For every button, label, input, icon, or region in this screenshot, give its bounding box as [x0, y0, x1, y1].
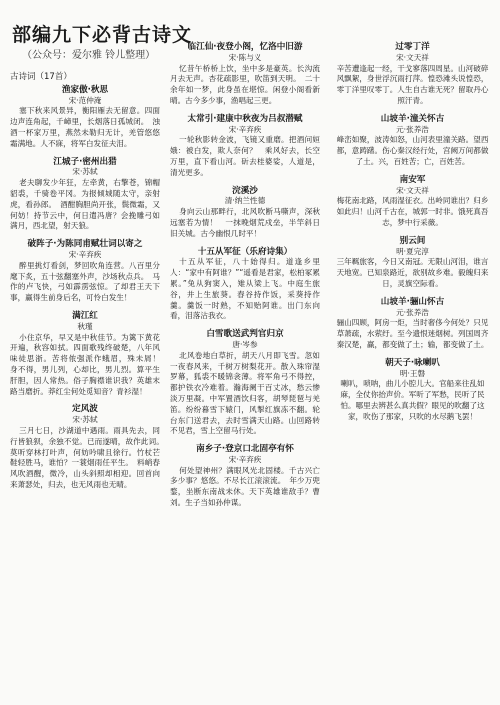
poem-author: 元·张养浩 — [396, 124, 429, 134]
poem-title: 破阵子·为陈同甫赋壮词以寄之 — [27, 239, 143, 250]
poem-block — [335, 42, 490, 107]
poem-text: 一轮秋影转金波，飞镜又重磨。把酒问姮娥：被白发，欺人奈何？ 乘风好去，长空万里，直下看山河。斫去桂婆娑，人道是，清光更多。 — [170, 135, 320, 177]
poem-author: 明·夏完淳 — [396, 246, 429, 256]
poem-block — [335, 236, 490, 290]
poem-text: 十五从军征，八十始得归。道逢乡里人：“家中有阿谁？”“遥看是君家，松柏冢累累。”兔从狗窦入，雉从梁上飞。中庭生旅谷，井上生旅葵。舂谷持作饭，采葵持作羹。羹饭一时熟，不知贻阿谁。出门东向看，泪落沾我衣。 — [170, 257, 320, 321]
poem-text: 三年羁旅客，今日又南冠。无限山河泪，谁言天地宽。已知泉路近，欲别故乡难。毅魄归来日，灵旗空际看。 — [336, 257, 489, 288]
poem-author: 宋·陈与义 — [228, 52, 262, 62]
poem-block — [170, 247, 320, 323]
poem-block — [335, 114, 490, 168]
poem-text: 忆昔午桥桥上饮，坐中多是豪英。长沟流月去无声。杏花疏影里，吹笛到天明。 二十余年如一梦，此身虽在堪惊。闲登小阁看新晴。古今多少事，渔唱起三更。 — [170, 63, 320, 105]
poem-title: 太常引·建康中秋夜为吕叔潜赋 — [187, 113, 303, 124]
poem-title: 白雪歌送武判官归京 — [206, 329, 284, 340]
poem-block — [170, 444, 320, 509]
poem-block — [10, 157, 160, 233]
poem-text: 小住京华，早又是中秋佳节。为篱下黄花开遍，秋容如拭。四面歌残终破楚，八年风味徒思浙。苦将侬强派作蛾眉，殊未屑！ 身不得，男儿列，心却比，男儿烈。算平生肝胆，因人常热。俗子胸襟谁识我？英雄末路当磨折。莽红尘何处觅知音？青衫湿！ — [10, 332, 168, 396]
page-title: 部编九下必背古诗文 — [12, 24, 193, 46]
poem-block — [335, 297, 490, 351]
column-1 — [10, 72, 168, 498]
poem-block — [335, 358, 490, 423]
poem-text: 三月七日，沙湖道中遇雨。雨具先去，同行皆狼狈，余独不觉。已而遂晴，故作此词。 莫听穿林打叶声，何妨吟啸且徐行。竹杖芒鞋轻胜马，谁怕？一蓑烟雨任平生。 料峭春风吹酒醒，微冷，山头斜照却相迎。回首向来萧瑟处，归去，也无风雨也无晴。 — [10, 425, 168, 489]
page-subtitle: （公众号：爱尔雅 铃儿整理） — [22, 50, 156, 61]
poem-title: 江城子·密州出猎 — [53, 156, 117, 167]
poem-author: 明·王磐 — [399, 368, 426, 378]
poem-author: 宋·辛弃疾 — [228, 124, 262, 134]
poem-block — [10, 239, 160, 304]
column-3 — [335, 42, 490, 430]
poem-author: 宋·文天祥 — [396, 185, 429, 195]
column-2 — [170, 42, 320, 516]
poem-block — [10, 85, 160, 150]
poem-author: 宋·辛弃疾 — [228, 454, 262, 464]
poem-title: 南乡子·登京口北固亭有怀 — [196, 444, 294, 455]
poem-block — [170, 186, 320, 240]
poem-author: 宋·范仲淹 — [68, 95, 102, 105]
poem-author: 宋·苏轼 — [72, 167, 98, 177]
poem-text: 塞下秋来风景异，衡阳雁去无留意。四面边声连角起，千嶂里，长烟落日孤城闭。 浊酒一杯家万里，燕然未勒归无计，羌管悠悠霜满地。人不寐，将军白发征夫泪。 — [10, 106, 160, 148]
poem-text: 辛苦遭逢起一经，干戈寥落四周星。山河破碎风飘絮，身世浮沉雨打萍。惶恐滩头说惶恐，零丁洋里叹零丁。人生自古谁无死？留取丹心照汗青。 — [336, 63, 489, 105]
poem-title: 别云间 — [399, 235, 426, 246]
poem-title: 过零丁洋 — [395, 42, 430, 52]
poem-title: 山坡羊·骊山怀古 — [380, 296, 445, 307]
poem-author: 唐·岑参 — [232, 339, 258, 349]
poem-text: 老夫聊发少年狂，左牵黄，右擎苍，锦帽貂裘，千骑卷平冈。为报倾城随太守，亲射虎，看孙郎。 酒酣胸胆尚开张，鬓微霜，又何妨！持节云中，何日遣冯唐？会挽雕弓如满月，西北望，射天狼。 — [10, 178, 160, 231]
poem-text: 北风卷地白草折，胡天八月即飞雪。忽如一夜春风来，千树万树梨花开。散入珠帘湿罗幕，狐裘不暖锦衾薄。将军角弓不得控，都护铁衣冷难着。瀚海阑干百丈冰，愁云惨淡万里凝。中军置酒饮归客，胡琴琵琶与羌笛。纷纷暮雪下辕门，风掣红旗冻不翻。轮台东门送君去，去时雪满天山路。山回路转不见君，雪上空留马行处。 — [170, 350, 320, 436]
poem-title: 渔家傲·秋思 — [61, 84, 109, 95]
poem-title: 十五从军征（乐府诗集） — [197, 246, 293, 257]
poem-text: 喇叭，唢呐，曲儿小腔儿大。官船来往乱如麻，全仗你抬声价。军听了军愁，民听了民怕。哪里去辨甚么真共假？眼见的吹翻了这家，吹伤了那家，只吹的水尽鹅飞罢！ — [340, 379, 485, 421]
poem-block — [10, 310, 168, 397]
poem-text: 骊山四顾，阿房一炬，当时奢侈今何处？只见草萧疏，水萦纡。至今遗恨迷烟树。列国周齐秦汉楚，赢，都变做了土；输，都变做了土。 — [336, 318, 489, 349]
poem-title: 朝天子·咏喇叭 — [385, 357, 440, 368]
poem-author: 元·张养浩 — [396, 307, 429, 317]
poem-title: 南安军 — [399, 174, 426, 185]
poem-title: 临江仙·夜登小阁，忆洛中旧游 — [187, 42, 303, 52]
poem-title: 定风波 — [72, 404, 98, 415]
poem-text: 醉里挑灯看剑，梦回吹角连营。八百里分麾下炙，五十弦翻塞外声，沙场秋点兵。 马作的卢飞快，弓如霹雳弦惊。了却君王天下事，赢得生前身后名，可怜白发生！ — [10, 260, 160, 303]
poem-title: 浣溪沙 — [232, 185, 258, 196]
poem-text: 何处望神州？满眼风光北固楼。千古兴亡多少事？悠悠。不尽长江滚滚流。 年少万兜鍪，坐断东南战未休。天下英雄谁敌手？曹刘。生子当如孙仲谋。 — [170, 465, 320, 508]
poem-block — [170, 329, 320, 437]
poem-block — [170, 114, 320, 179]
poem-text: 身向云山那畔行，北风吹断马嘶声，深秋远塞若为情！ 一抹晚烟荒戍垒，半竿斜日旧关城。古今幽恨几时平！ — [170, 207, 320, 238]
poem-author: 清·纳兰性德 — [224, 196, 266, 206]
poem-author: 秋瑾 — [77, 321, 93, 331]
poem-text: 梅花南北路，风雨湿征衣。出岭同谁出？归乡如此归！山河千古在，城郭一时非。饿死真吾志，梦中行采薇。 — [336, 196, 489, 227]
poem-author: 宋·苏轼 — [72, 415, 98, 425]
poem-block — [335, 175, 490, 229]
section-label: 古诗词（17首） — [10, 72, 72, 82]
poem-text: 峰峦如聚，波涛如怒，山河表里潼关路。望西都，意踌躇。伤心秦汉经行处，宫阙万间都做了土。兴，百姓苦；亡，百姓苦。 — [336, 135, 489, 166]
poem-title: 山坡羊·潼关怀古 — [380, 113, 445, 124]
poem-block — [170, 42, 320, 107]
poem-author: 宋·辛弃疾 — [68, 249, 102, 259]
poem-title: 满江红 — [72, 310, 98, 321]
poem-author: 宋·文天祥 — [396, 52, 429, 62]
poem-block — [10, 404, 168, 490]
